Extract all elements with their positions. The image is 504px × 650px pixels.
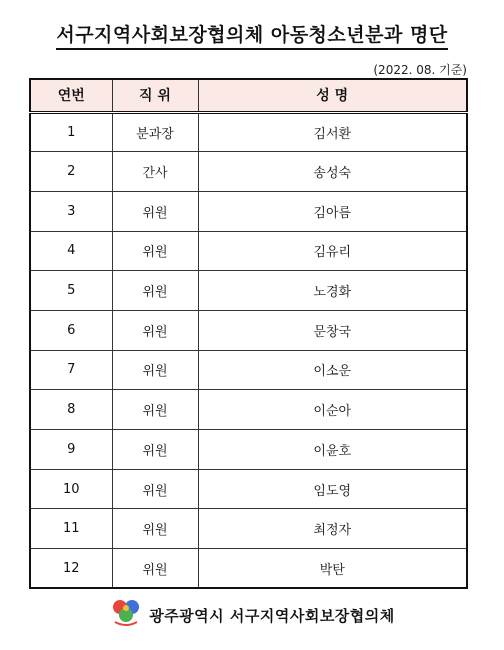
table-row <box>30 231 467 271</box>
table-row <box>30 310 467 350</box>
header-number: 연번 <box>30 79 112 112</box>
table-header-row <box>30 79 467 112</box>
footer-org-name: 광주광역시 서구지역사회보장협의체 <box>149 606 395 625</box>
cell-position: 위원 <box>112 509 198 549</box>
cell-number: 10 <box>30 469 112 509</box>
cell-position: 위원 <box>112 191 198 231</box>
cell-number: 7 <box>30 350 112 390</box>
header-position: 직 위 <box>112 79 198 112</box>
cell-name: 박탄 <box>198 549 467 589</box>
cell-number: 2 <box>30 152 112 192</box>
cell-name: 문창국 <box>198 310 467 350</box>
table-row <box>30 390 467 430</box>
cell-position: 위원 <box>112 271 198 311</box>
cell-number: 5 <box>30 271 112 311</box>
cell-name: 김서환 <box>198 112 467 152</box>
cell-position: 위원 <box>112 469 198 509</box>
cell-position: 위원 <box>112 549 198 589</box>
cell-position: 위원 <box>112 231 198 271</box>
table-row <box>30 549 467 589</box>
cell-name: 노경화 <box>198 271 467 311</box>
cell-position: 분과장 <box>112 112 198 152</box>
page-title-text: 서구지역사회보장협의체 아동청소년분과 명단 <box>56 24 447 50</box>
cell-name: 임도영 <box>198 469 467 509</box>
cell-name: 최정자 <box>198 509 467 549</box>
cell-position: 위원 <box>112 350 198 390</box>
cell-position: 위원 <box>112 430 198 470</box>
cell-position: 위원 <box>112 310 198 350</box>
cell-number: 8 <box>30 390 112 430</box>
cell-name: 이윤호 <box>198 430 467 470</box>
cell-number: 3 <box>30 191 112 231</box>
cell-number: 4 <box>30 231 112 271</box>
table-row <box>30 112 467 152</box>
table-row <box>30 350 467 390</box>
header-name: 성 명 <box>198 79 467 112</box>
member-table <box>29 78 468 589</box>
cell-name: 이순아 <box>198 390 467 430</box>
cell-number: 1 <box>30 112 112 152</box>
cell-number: 11 <box>30 509 112 549</box>
cell-number: 12 <box>30 549 112 589</box>
table-row <box>30 271 467 311</box>
table-row <box>30 509 467 549</box>
cell-name: 김아름 <box>198 191 467 231</box>
table-row <box>30 430 467 470</box>
cell-position: 위원 <box>112 390 198 430</box>
cell-name: 송성숙 <box>198 152 467 192</box>
date-note: (2022. 08. 기준) <box>373 63 467 77</box>
cell-name: 김유리 <box>198 231 467 271</box>
cell-name: 이소운 <box>198 350 467 390</box>
table-row <box>30 469 467 509</box>
cell-number: 9 <box>30 430 112 470</box>
table-row <box>30 191 467 231</box>
footer <box>0 594 504 628</box>
clover-logo-icon <box>109 594 143 628</box>
cell-number: 6 <box>30 310 112 350</box>
table-row <box>30 152 467 192</box>
page-title <box>0 20 504 47</box>
cell-position: 간사 <box>112 152 198 192</box>
